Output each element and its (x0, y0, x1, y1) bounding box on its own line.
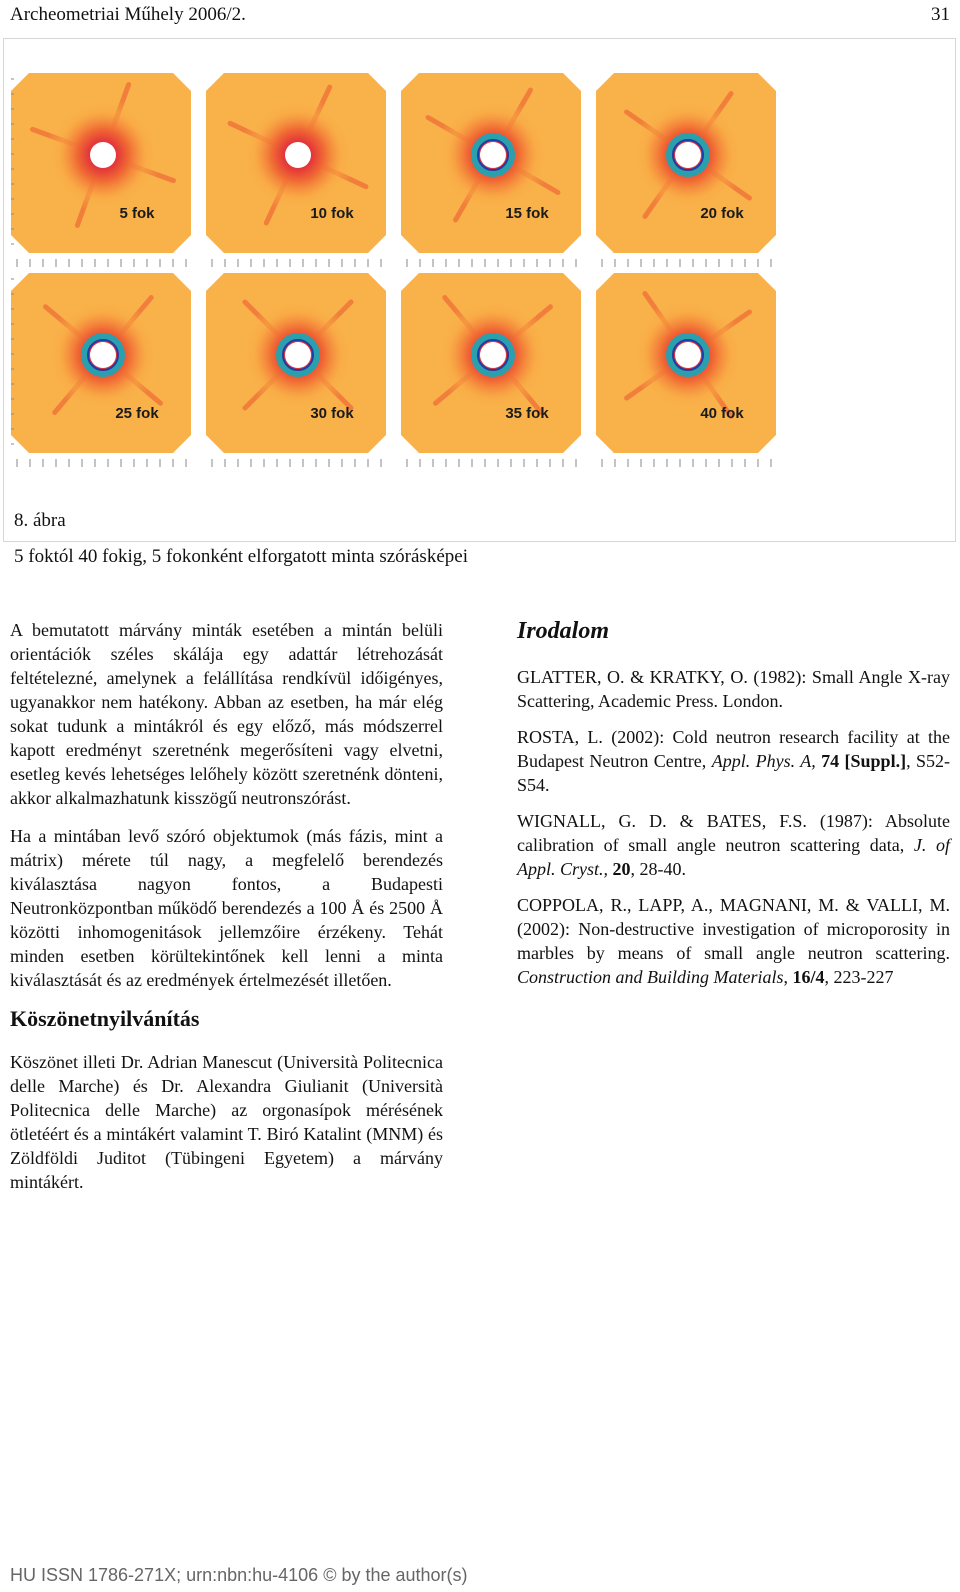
page-number: 31 (931, 4, 950, 25)
reference-4-separator: , (783, 967, 793, 987)
reference-4-volume: 16/4 (792, 967, 825, 987)
scattering-panel (11, 273, 191, 467)
panel-angle-label: 25 fok (115, 405, 159, 422)
figure-caption-text: 5 foktól 40 fokig, 5 fokonként elforgatott minta szórásképei (14, 546, 468, 567)
scattering-panel (401, 273, 581, 467)
acknowledgement-text: Köszönet illeti Dr. Adrian Manescut (Università Politecnica delle Marche) és Dr. Alexandra Giulianit (Università Politecnica delle Marche) az orgonasípok mérésének ötletéért és a mintákért valamint T. Biró Katalint (MNM) és Zöldföldi Juditot (Tübingeni Egyetem) a márvány mintákért. (10, 1052, 443, 1192)
reference-4-text: COPPOLA, R., LAPP, A., MAGNANI, M. & VALLI, M. (2002): Non-destructive investigation of microporosity in marbles by means of small angle neutron scattering. (517, 895, 950, 963)
reference-2-volume: 74 [Suppl.] (815, 751, 907, 771)
reference-3-journal: J. of Appl. Cryst., (517, 835, 950, 879)
panel-angle-label: 40 fok (700, 405, 744, 422)
reference-4-journal: Construction and Building Materials (517, 967, 784, 987)
beam-stop (675, 342, 701, 368)
panel-angle-label: 30 fok (310, 405, 354, 422)
reference-2-journal: Appl. Phys. A, (711, 751, 816, 771)
panel-angle-label: 15 fok (505, 205, 549, 222)
beam-stop (675, 142, 701, 168)
journal-title: Archeometriai Műhely 2006/2. (10, 4, 246, 25)
reference-3-text: WIGNALL, G. D. & BATES, F.S. (1987): Absolute calibration of small angle neutron scattering data, (517, 811, 950, 855)
reference-2-pages: , S52-S54. (517, 751, 950, 795)
scattering-panel (596, 273, 776, 467)
scattering-panel (596, 73, 776, 267)
reference-4 (517, 893, 950, 989)
reference-2-text: ROSTA, L. (2002): Cold neutron research facility at the Budapest Neutron Centre, (517, 727, 950, 771)
page-footer: HU ISSN 1786-271X; urn:nbn:hu-4106 © by the author(s) (10, 1565, 468, 1585)
panel-angle-label: 20 fok (700, 205, 744, 222)
page-header (0, 0, 960, 36)
panel-angle-label: 10 fok (310, 205, 354, 222)
references-heading: Irodalom (517, 618, 610, 644)
body-paragraph-1: A bemutatott márvány minták esetében a mintán belüli orientációk széles skálája egy adattár létrehozását feltételezné, amelynek a felállítása rendkívül időigényes, ugyanakkor nem hatékony. Abban az esetben, ha már elég sokat tudunk a mintákról és egy előző, más módszerrel kapott eredményt szeretnénk megerősíteni vagy elvetni, esetleg kevés lehetséges lelőhely között szeretnénk dönteni, akkor alkalmazhatunk kisszögű neutronszórást. (10, 620, 443, 808)
reference-1-text: GLATTER, O. & KRATKY, O. (1982): Small Angle X-ray Scattering, Academic Press. London. (517, 667, 950, 711)
reference-3-pages: , 28-40. (630, 859, 687, 879)
panel-angle-label: 5 fok (119, 205, 155, 222)
body-paragraph-2: Ha a mintában levő szóró objektumok (más fázis, mint a mátrix) mérete túl nagy, a megfelelő berendezés kiválasztása nagyon fontos, a Budapesti Neutronközpontban működő berendezés a 100 Å és 2500 Å közötti inhomogenitások jellemzőire érzékeny. Tehát minden esetben körültekintőnek kell lenni a minta kiválasztását és az eredmények értelmezését illetően. (10, 826, 443, 990)
beam-stop (285, 142, 311, 168)
beam-stop (480, 142, 506, 168)
reference-4-pages: , 223-227 (824, 967, 894, 987)
reference-2 (517, 725, 950, 797)
figure-frame (3, 38, 956, 567)
acknowledgement-heading: Köszönetnyilvánítás (10, 1006, 200, 1031)
scattering-patterns-figure (11, 73, 787, 489)
panel-angle-label: 35 fok (505, 405, 549, 422)
right-column (517, 618, 950, 1001)
reference-3-volume: 20 (608, 859, 631, 879)
scattering-panel (401, 73, 581, 267)
reference-1 (517, 665, 950, 713)
beam-stop (90, 342, 116, 368)
beam-stop (480, 342, 506, 368)
figure-caption-label: 8. ábra (14, 510, 66, 531)
scattering-panel (11, 73, 191, 267)
left-column (10, 618, 443, 1208)
scattering-panel (206, 273, 386, 467)
scattering-panel (206, 73, 386, 267)
reference-3 (517, 809, 950, 881)
beam-stop (285, 342, 311, 368)
beam-stop (90, 142, 116, 168)
